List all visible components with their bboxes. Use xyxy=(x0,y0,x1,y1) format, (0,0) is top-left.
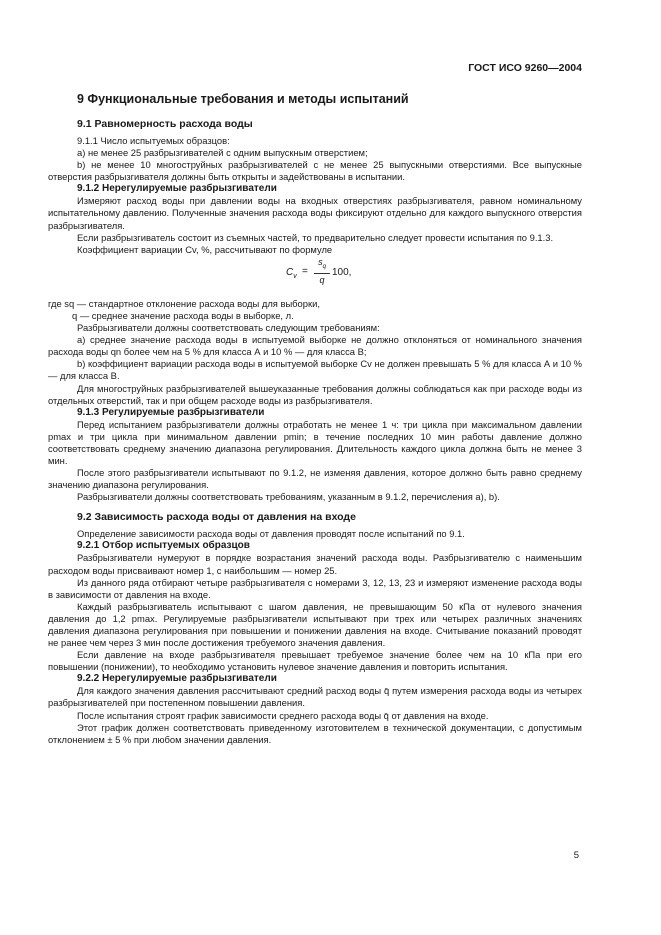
paragraph-9-2-1-4: Если давление на входе разбрызгивателя превышает требуемое значение более чем на 10 кПа при его повышении (понижении), то необходимо установить нулевое значение давления и повторить испытания. xyxy=(48,649,582,673)
paragraph-9-2-2-3: Этот график должен соответствовать приведенному изготовителем в технической документации, с допустимым отклонением ± 5 % при любом значении давления. xyxy=(48,721,582,745)
paragraph-9-2: Определение зависимости расхода воды от давления проводят после испытаний по 9.1. xyxy=(77,528,465,540)
section-9-1-heading: 9.1 Равномерность расхода воды xyxy=(77,118,253,130)
paragraph-9-1-3-2: После этого разбрызгиватели испытывают по 9.1.2, не изменяя давления, которое должно быть равно среднему значению диапазона регулирования. xyxy=(48,467,582,491)
paragraph-9-1-3-3: Разбрызгиватели должны соответствовать требованиям, указанным в 9.1.2, перечисления а), b). xyxy=(77,491,500,503)
section-9-2-2-heading: 9.2.2 Нерегулируемые разбрызгиватели xyxy=(77,673,277,685)
definition-sq: где sq — стандартное отклонение расхода воды для выборки, xyxy=(48,297,320,309)
formula-equals: = xyxy=(302,265,308,277)
page-number: 5 xyxy=(573,850,579,861)
formula-denominator: q xyxy=(319,274,325,285)
paragraph-9-1-2-5: Для многоструйных разбрызгивателей вышеуказанные требования должны соблюдаться как при расходе воды из отдельных отверстий, так и при общем расходе воды из разбрызгивателя. xyxy=(48,382,582,406)
paragraph-9-1-1: 9.1.1 Число испытуемых образцов: xyxy=(77,135,230,146)
formula-lhs: $C_v$ xyxy=(286,266,297,280)
list-item-9-1-1-b: b) не менее 10 многоструйных разбрызгивателей с не менее 25 выпускными отверстиями. Все выпускные отверстия разбрызгивателя должны быть открыты и задействованы в испытании. xyxy=(48,159,582,183)
formula-tail: 100, xyxy=(332,266,352,278)
paragraph-9-1-2-1: Измеряют расход воды при давлении воды на входных отверстиях разбрызгивателя, равном номинальному испытательному давлению. Полученные значения расхода воды фиксируют отдельно для каждого выпускного отверстия разбрызгивателя. xyxy=(48,195,582,231)
paragraph-9-1-2-3: Коэффициент вариации Cv, %, рассчитывают по формуле xyxy=(77,243,333,255)
paragraph-9-2-2-2: После испытания строят график зависимости среднего расхода воды q̄ от давления на входе. xyxy=(77,709,489,721)
paragraph-9-1-2-2: Если разбрызгиватель состоит из съемных частей, то предварительно следует провести испытания по 9.1.3. xyxy=(77,231,554,243)
section-9-heading: 9 Функциональные требования и методы испытаний xyxy=(77,92,409,106)
formula-fraction xyxy=(314,256,330,286)
paragraph-9-1-3-1: Перед испытанием разбрызгиватели должны отработать не менее 1 ч: три цикла при максимальном давлении pmax и три цикла при минимальном давлении pmin; в течение последних 10 мин работы давление должно соответствовать среднему значению диапазона регулирования. Длительность каждого цикла должна быть не менее 3 мин. xyxy=(48,418,582,466)
formula-numerator: $s_q$ xyxy=(314,256,330,274)
section-9-2-1-heading: 9.2.1 Отбор испытуемых образцов xyxy=(77,540,250,552)
section-9-2-heading: 9.2 Зависимость расхода воды от давления на входе xyxy=(77,511,356,524)
paragraph-9-2-1-3: Каждый разбрызгиватель испытывают с шагом давления, не превышающим 50 кПа от нулевого значения давления до 1,2 pmax. Регулируемые разбрызгиватели испытывают при трех или четырех различных значениях давления диапазона регулирования при повышении и понижении давления на входе. Считывание показаний проводят не ранее чем через 3 мин после достижения требуемого значения давления. xyxy=(48,600,582,649)
paragraph-9-1-2-4: Разбрызгиватели должны соответствовать следующим требованиям: xyxy=(77,322,380,334)
list-item-9-1-2-a: а) среднее значение расхода воды в испытуемой выборке не должно отклоняться от номинального значения расхода воды qn более чем на 5 % для класса А и 10 % — для класса В; xyxy=(48,334,582,358)
paragraph-9-2-1-1: Разбрызгиватели нумеруют в порядке возрастания значений расхода воды. Разбрызгивателю с наименьшим расходом воды присваивают номер 1, с наибольшим — номер 25. xyxy=(48,552,582,576)
definition-q: q — среднее значение расхода воды в выборке, л. xyxy=(72,309,294,321)
document-code-header: ГОСТ ИСО 9260—2004 xyxy=(468,62,582,74)
section-9-1-3-heading: 9.1.3 Регулируемые разбрызгиватели xyxy=(77,406,265,418)
page-content xyxy=(48,92,582,746)
section-9-1-2-heading: 9.1.2 Нерегулируемые разбрызгиватели xyxy=(77,183,277,195)
paragraph-9-2-2-1: Для каждого значения давления рассчитывают средний расход воды q̄ путем измерения расхода воды из четырех разбрызгивателей при постепенном повышении давления. xyxy=(48,685,582,709)
coefficient-of-variation-formula xyxy=(48,256,582,298)
paragraph-9-2-1-2: Из данного ряда отбирают четыре разбрызгивателя с номерами 3, 12, 13, 23 и измеряют изменение расхода воды в зависимости от давления на входе. xyxy=(48,576,582,600)
list-item-9-1-1-a: а) не менее 25 разбрызгивателей с одним выпускным отверстием; xyxy=(77,147,368,159)
list-item-9-1-2-b: b) коэффициент вариации расхода воды в испытуемой выборке Cv не должен превышать 5 % для класса А и 10 % — для класса В. xyxy=(48,358,582,382)
